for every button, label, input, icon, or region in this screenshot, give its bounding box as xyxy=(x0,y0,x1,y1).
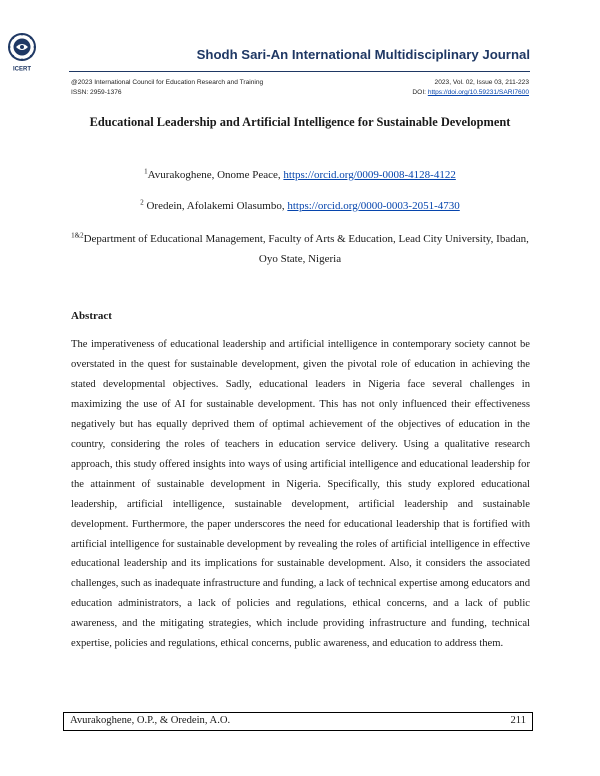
author-2-affiliation-marker: 2 xyxy=(140,198,144,207)
doi-link[interactable]: https://doi.org/10.59231/SARI7600 xyxy=(427,89,529,96)
abstract-body: The imperativeness of educational leadership and artificial intelligence in contemporary society cannot be overstated in the quest for sustainable development, given the pivotal role of education in achieving the stated developmental objectives. Sadly, educational leaders in Nigeria face several challenges in maximizing the use of AI for sustainable development. This has not only influenced their effectiveness negatively but has equally deprived them of optimal achievement of the objectives of education in the country, considering the roles of teachers in education service delivery. Using a qualitative research approach, this study offered insights into ways of using artificial intelligence and educational leadership for the attainment of sustainable development in Nigeria. Specifically, this study explored educational leadership, artificial intelligence, sustainable development, artificial leadership and sustainable development. Furthermore, the paper underscores the need for educational leadership that is fortified with artificial intelligence for sustainable development by revealing the roles of artificial intelligence in effective educational leadership and its implications for sustainable development. Also, it considers the associated challenges, such as inadequate infrastructure and funding, a lack of technical expertise among educators and education administrators, a lack of policies and regulations, ethical concerns, and a lack of public awareness, and the mitigating strategies, which include providing infrastructure and funding, technical expertise, policies and regulations, ethical concerns, public awareness, and education to address them. xyxy=(71,339,530,650)
volume-issue-pages: 2023, Vol. 02, Issue 03, 211-223 xyxy=(434,79,529,86)
footer-citation: Avurakoghene, O.P., & Oredein, A.O. xyxy=(70,715,231,726)
author-1-affiliation-marker: 1 xyxy=(144,167,148,176)
author-2-orcid-link[interactable]: https://orcid.org/0000-0003-2051-4730 xyxy=(287,200,460,212)
logo-text: ICERT xyxy=(13,66,31,72)
affiliation-text: Department of Educational Management, Faculty of Arts & Education, Lead City University, Ibadan, Oyo State, Nigeria xyxy=(83,233,529,265)
copyright-notice: @2023 International Council for Education Research and Training xyxy=(71,79,264,86)
abstract-heading: Abstract xyxy=(71,310,112,322)
doi-line xyxy=(412,89,529,96)
author-1-name: Avurakoghene, Onome Peace, xyxy=(147,169,284,181)
paper-title: Educational Leadership and Artificial Intelligence for Sustainable Development xyxy=(89,115,511,129)
author-2 xyxy=(40,200,560,212)
page-number: 211 xyxy=(510,715,526,726)
page-footer xyxy=(63,712,533,731)
journal-logo xyxy=(4,32,40,72)
header-divider xyxy=(69,71,530,72)
author-1-orcid-link[interactable]: https://orcid.org/0009-0008-4128-4122 xyxy=(283,169,456,181)
affiliation-marker: 1&2 xyxy=(71,231,84,240)
issn: ISSN: 2959-1376 xyxy=(71,89,122,96)
author-2-name: Oredein, Afolakemi Olasumbo, xyxy=(143,200,288,212)
doi-label: DOI: xyxy=(412,89,428,96)
author-1 xyxy=(40,169,560,181)
journal-title: Shodh Sari-An International Multidisciplinary Journal xyxy=(196,47,530,62)
affiliation xyxy=(70,229,530,269)
